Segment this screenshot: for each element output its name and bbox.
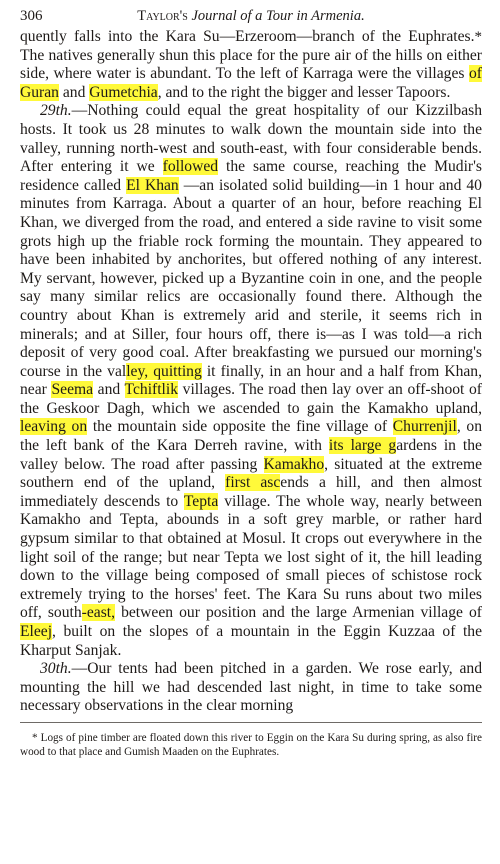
text-run: —an isolated solid building—in 1 hour and 40 minutes from Karraga. About a quarter of an hour, before reaching El Khan, we diverged from the road, and entered a side ravine to visit some grots high up the friable rock forming the mountain. They appeared to have been inhabited by anchorites, but offered nothing of any interest. My servant, however, picked up a Byzantine coin in one, and the people say many similar relics are occasionally found there. Although the country about Khan is extremely arid and sterile, it seems rich in minerals; and at Siller, four hours off, there is—as I was told—a rich deposit of very good coal. After breakfasting we pursued our morning's course in the val <box>20 176 482 380</box>
highlight-its-large-gardens: its large g <box>328 437 397 455</box>
paragraph-30th <box>20 660 482 716</box>
text-run: ardens in the valley below. The road after passing <box>20 437 482 473</box>
page-number: 306 <box>20 8 43 24</box>
paragraph-continued <box>20 28 482 102</box>
date-29th: 29th. <box>40 102 72 120</box>
highlight-tchiftlik: Tchiftlik <box>124 381 179 399</box>
date-30th: 30th. <box>40 660 72 678</box>
highlight-churrenjil: Churrenjil <box>392 418 457 436</box>
text-run: and <box>93 381 125 399</box>
text-run: , built on the slopes of a mountain in the Eggin Kuzzaa of the Kharput Sanjak. <box>20 623 482 659</box>
text-run: and <box>58 83 90 101</box>
text-run: The natives generally shun this place for the pure air of the hills on either side, where water is abundant. To the left of Karraga were the villages <box>20 46 482 83</box>
text-run: , on the left bank of the Kara Derreh ravine, with <box>20 418 483 455</box>
text-run: —Nothing could equal the great hospitality of our Kizzilbash hosts. It took us 28 minutes to walk down the mountain side into the valley, running north-west and south-east, with four considerable bends. After entering it we <box>20 102 482 176</box>
text-run: —Our tents had been pitched in a garden. We rose early, and mounting the hill we had descended last night, in time to take some necessary observations in the clear morning <box>20 660 482 715</box>
text-run: , situated at the extreme southern end of the upland, <box>20 455 482 492</box>
highlight-gumetchia: Gumetchia <box>89 83 158 101</box>
text-run: ends a hill, and then almost immediately descends to <box>20 474 482 510</box>
running-title-rest: Journal of a Tour in Armenia. <box>191 8 365 24</box>
text-run: the same course, reaching the Mudir's residence called <box>20 158 483 194</box>
body-text <box>20 28 482 716</box>
book-page <box>20 0 482 864</box>
running-head <box>20 6 482 26</box>
text-run: villages. The road then lay over an off-shoot of the Geskoor Dagh, which we ascended to gain the Kamakho upland, <box>20 381 482 417</box>
footnote-divider <box>20 722 482 723</box>
highlight-ley-quitting: ley, quitting <box>126 362 202 380</box>
highlight-followed: followed <box>162 158 219 176</box>
footnote: * Logs of pine timber are floated down this river to Eggin on the Kara Su during spring, as also fire wood to that place and Gumish Maaden on the Euphrates. <box>20 731 482 758</box>
highlight-tepta: Tepta <box>183 492 219 510</box>
highlight-leaving-on: leaving on <box>20 418 88 436</box>
text-run: it finally, in an hour and a half from Khan, near <box>20 362 482 399</box>
running-title-author: Taylor's <box>137 8 188 24</box>
paragraph-29th <box>20 102 482 660</box>
highlight-seema: Seema <box>51 381 94 399</box>
highlight-of-guran: of Guran <box>20 65 482 101</box>
highlight-first-ascends: first asc <box>225 474 281 492</box>
text-run: the mountain side opposite the fine village of <box>87 418 393 436</box>
highlight-el-khan: El Khan <box>126 176 179 194</box>
text-run: village. The whole way, nearly between Kamakho and Tepta, abounds in a soft grey marble, or rather hard gypsum similar to that obtained at Mosul. It crops out everywhere in the light soil of the range; but near Tepta we lost sight of it, the hill leading down to the village being composed of small pieces of schistose rock extremely trying to the horses' feet. The Kara Su runs about two miles off, south <box>20 492 482 622</box>
highlight-south-east: -east, <box>81 604 116 622</box>
text-run: , and to the right the bigger and lesser Tapoors. <box>157 83 451 101</box>
footnote-reference[interactable]: * <box>474 29 482 45</box>
highlight-eleej: Eleej <box>20 623 53 640</box>
text-run: quently falls into the Kara Su—Erzeroom—branch of the Euphrates. <box>20 28 475 45</box>
text-run: between our position and the large Armenian village of <box>115 604 482 622</box>
highlight-kamakho: Kamakho <box>263 455 325 473</box>
running-title <box>20 6 482 26</box>
